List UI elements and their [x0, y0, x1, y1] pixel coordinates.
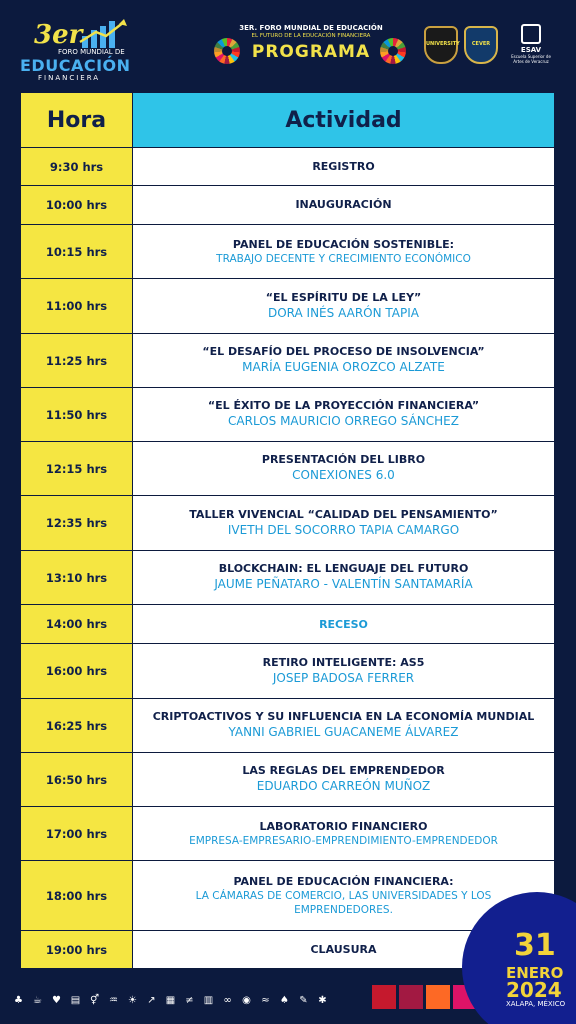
table-row: [21, 388, 555, 442]
cever-shield-icon: [464, 26, 498, 64]
table-row: [21, 148, 555, 186]
table-row: [21, 861, 555, 931]
speaker-name: IVETH DEL SOCORRO TAPIA CAMARGO: [227, 522, 460, 537]
speaker-name: EDUARDO CARREÓN MUÑOZ: [256, 779, 431, 793]
activity-title: LABORATORIO FINANCIERO: [259, 819, 428, 833]
table-row: [21, 279, 555, 334]
activity-cell: [133, 334, 555, 388]
activity-cell: [133, 186, 555, 225]
activity-cell: [133, 279, 555, 334]
logo-small-text: FORO MUNDIAL DE: [58, 48, 125, 56]
column-header-actividad: Actividad: [133, 93, 555, 148]
sdg-wheel-icon: [380, 38, 406, 64]
time-cell: 18:00 hrs: [21, 861, 133, 931]
work-icon: ↗: [147, 995, 156, 1006]
activity-title: “EL ÉXITO DE LA PROYECCIÓN FINANCIERA”: [207, 399, 480, 412]
table-row: [21, 334, 555, 388]
sdg-goal-boxes: [372, 985, 477, 1009]
time-cell: 11:00 hrs: [21, 279, 133, 334]
activity-cell: [133, 225, 555, 279]
education-icon: ▤: [70, 995, 81, 1006]
activity-cell: [133, 388, 555, 442]
land-icon: ♠: [280, 995, 289, 1006]
activity-title: RECESO: [319, 617, 368, 631]
schedule-table: [20, 92, 555, 969]
activity-title: TALLER VIVENCIAL “CALIDAD DEL PENSAMIENTO”: [189, 507, 498, 521]
speaker-name: JOSEP BADOSA FERRER: [272, 670, 415, 685]
activity-title: PANEL DE EDUCACIÓN SOSTENIBLE:: [232, 237, 455, 251]
activity-cell: [133, 753, 555, 807]
consumption-icon: ∞: [223, 995, 232, 1006]
time-cell: 17:00 hrs: [21, 807, 133, 861]
gender-icon: ⚥: [89, 995, 100, 1006]
time-cell: 12:35 hrs: [21, 496, 133, 551]
shield-label: CEVER: [471, 41, 491, 47]
speaker-name: MARÍA EUGENIA OROZCO ALZATE: [242, 360, 445, 374]
time-cell: 12:15 hrs: [21, 442, 133, 496]
table-row: [21, 442, 555, 496]
activity-cell: [133, 551, 555, 605]
activity-title: RETIRO INTELIGENTE: AS5: [262, 655, 425, 669]
sdg-box-icon: [426, 985, 450, 1009]
activity-title: BLOCKCHAIN: EL LENGUAJE DEL FUTURO: [218, 562, 469, 575]
activity-cell: [133, 807, 555, 861]
esav-label: ESAV: [520, 46, 542, 54]
activity-cell: [133, 442, 555, 496]
activity-cell: [133, 148, 555, 186]
foro-logo: [16, 16, 134, 80]
university-shield-icon: [424, 26, 458, 64]
activity-cell: [133, 644, 555, 699]
poverty-icon: ♣: [14, 995, 23, 1006]
activity-title: “EL ESPÍRITU DE LA LEY”: [265, 290, 422, 304]
speaker-name: YANNI GABRIEL GUACANEME ÁLVAREZ: [228, 725, 459, 739]
speaker-name: JAUME PEÑATARO - VALENTÍN SANTAMARÍA: [214, 577, 473, 591]
activity-subtitle: TRABAJO DECENTE Y CRECIMIENTO ECONÓMICO: [216, 252, 471, 265]
logo-ordinal: 3er: [34, 20, 83, 50]
time-cell: 9:30 hrs: [21, 148, 133, 186]
water-icon: ♒: [109, 995, 118, 1006]
time-cell: 16:25 hrs: [21, 699, 133, 753]
time-cell: 10:00 hrs: [21, 186, 133, 225]
time-cell: 16:00 hrs: [21, 644, 133, 699]
activity-title: “EL DESAFÍO DEL PROCESO DE INSOLVENCIA”: [202, 345, 485, 358]
table-row: [21, 753, 555, 807]
table-row: [21, 644, 555, 699]
table-row: [21, 551, 555, 605]
logo-sub-text: FINANCIERA: [38, 74, 101, 82]
date-month: ENERO: [506, 964, 564, 982]
activity-subtitle: LA CÁMARAS DE COMERCIO, LAS UNIVERSIDADES Y LOS EMPRENDEDORES.: [195, 889, 492, 916]
energy-icon: ☀: [128, 995, 137, 1006]
climate-icon: ◉: [242, 995, 251, 1006]
table-row: [21, 807, 555, 861]
partnership-icon: ✱: [318, 995, 327, 1006]
activity-title: PANEL DE EDUCACIÓN FINANCIERA:: [233, 874, 454, 888]
shield-label: UNIVERSITY: [426, 41, 460, 47]
time-cell: 10:15 hrs: [21, 225, 133, 279]
activity-subtitle: CONEXIONES 6.0: [292, 468, 395, 482]
activity-cell: [133, 699, 555, 753]
activity-title: LAS REGLAS DEL EMPRENDEDOR: [242, 764, 445, 777]
chart-bars-icon: [78, 18, 128, 48]
esav-logo: [506, 24, 556, 74]
speaker-name: CARLOS MAURICIO ORREGO SÁNCHEZ: [228, 414, 459, 428]
ocean-icon: ≈: [261, 995, 270, 1006]
time-cell: 11:50 hrs: [21, 388, 133, 442]
table-header-row: [21, 93, 555, 148]
program-title: PROGRAMA: [251, 42, 371, 62]
activity-title: INAUGURACIÓN: [295, 198, 392, 211]
activity-title: REGISTRO: [312, 159, 375, 173]
peace-icon: ✎: [299, 995, 308, 1006]
sdg-box-icon: [372, 985, 396, 1009]
speaker-name: DORA INÉS AARÓN TAPIA: [267, 305, 419, 320]
cities-icon: ▥: [203, 995, 214, 1006]
table-row: [21, 496, 555, 551]
time-cell: 16:50 hrs: [21, 753, 133, 807]
time-cell: 13:10 hrs: [21, 551, 133, 605]
activity-title: CRIPTOACTIVOS Y SU INFLUENCIA EN LA ECONOMÍA MUNDIAL: [152, 710, 535, 723]
esav-emblem-icon: [521, 24, 541, 44]
column-header-hora: Hora: [21, 93, 133, 148]
header: [0, 0, 576, 88]
activity-subtitle: EMPRESA-EMPRESARIO-EMPRENDIMIENTO-EMPRENDEDOR: [189, 834, 498, 847]
table-row: [21, 186, 555, 225]
date-day: 31: [514, 928, 556, 963]
logo-main-text: EDUCACIÓN: [20, 56, 131, 75]
time-cell: 19:00 hrs: [21, 931, 133, 969]
industry-icon: ▦: [165, 995, 176, 1006]
date-year: 2024: [506, 978, 562, 1002]
schedule-table-wrapper: [20, 92, 555, 969]
table-row: [21, 605, 555, 644]
table-row: [21, 225, 555, 279]
activity-title: CLAUSURA: [310, 942, 377, 956]
program-heading: [214, 24, 408, 70]
forum-subtitle: EL FUTURO DE LA EDUCACIÓN FINANCIERA: [251, 33, 371, 39]
activity-cell: [133, 496, 555, 551]
activity-title: PRESENTACIÓN DEL LIBRO: [261, 453, 426, 466]
hunger-icon: ☕: [33, 995, 42, 1006]
sdg-box-icon: [399, 985, 423, 1009]
forum-title: 3ER. FORO MUNDIAL DE EDUCACIÓN: [239, 24, 383, 32]
health-icon: ♥: [52, 995, 61, 1006]
time-cell: 11:25 hrs: [21, 334, 133, 388]
table-row: [21, 699, 555, 753]
activity-cell: [133, 605, 555, 644]
inequality-icon: ≠: [185, 995, 194, 1006]
sdg-icon-strip: [12, 992, 362, 1010]
event-location: XALAPA, MÉXICO: [506, 1000, 566, 1008]
time-cell: 14:00 hrs: [21, 605, 133, 644]
esav-subtitle: Escuela Superior de Artes de Veracruz: [511, 54, 551, 64]
